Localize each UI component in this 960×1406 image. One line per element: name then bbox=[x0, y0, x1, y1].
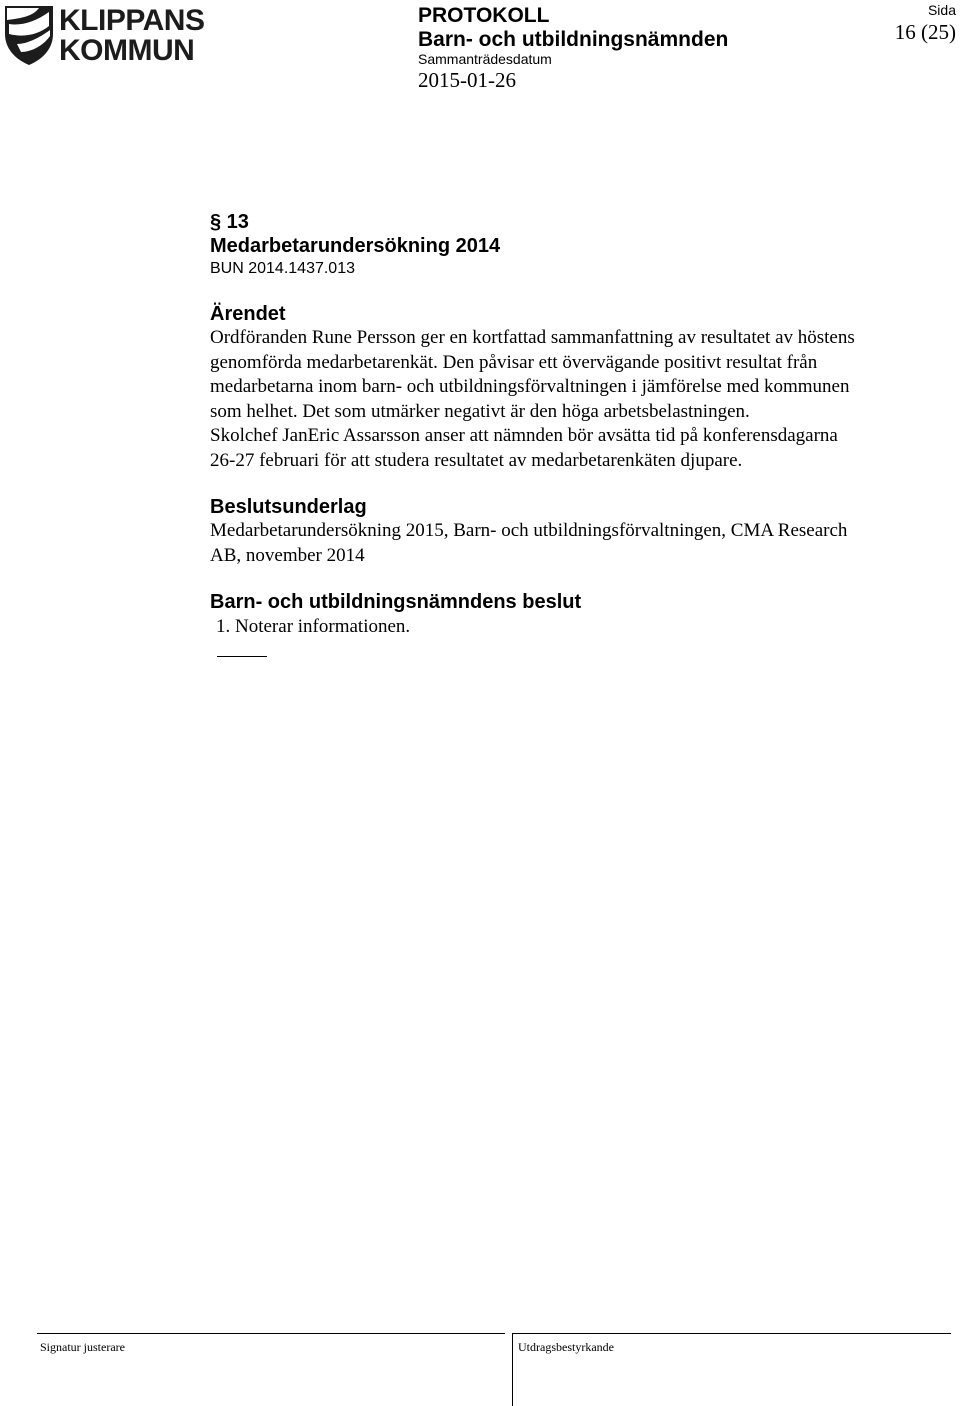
logo-line-2: KOMMUN bbox=[59, 34, 195, 67]
item-title: Medarbetarundersökning 2014 bbox=[210, 235, 501, 257]
protocol-item bbox=[210, 210, 940, 657]
board-name: Barn- och utbildningsnämnden bbox=[418, 28, 729, 51]
basis-line: AB, november 2014 bbox=[210, 544, 365, 566]
matter-line: som helhet. Det som utmärker negativt är den höga arbetsbelastningen. bbox=[210, 400, 750, 422]
matter-line: Ordföranden Rune Persson ger en kortfattad sammanfattning av resultatet av höstens bbox=[210, 327, 855, 348]
extract-label: Utdragsbestyrkande bbox=[518, 1340, 614, 1354]
matter-line: genomförda medarbetarenkät. Den påvisar ett övervägande positivt resultat från bbox=[210, 351, 818, 373]
basis-heading: Beslutsunderlag bbox=[210, 496, 367, 518]
logo-line-1: KLIPPANS bbox=[59, 4, 205, 37]
meeting-date-label: Sammanträdesdatum bbox=[418, 51, 552, 67]
document-type: PROTOKOLL bbox=[418, 4, 550, 27]
footer-rule-left bbox=[37, 1333, 505, 1334]
footer-rule-right bbox=[513, 1333, 951, 1334]
footer-divider bbox=[512, 1333, 513, 1406]
municipality-logo bbox=[3, 4, 215, 68]
page-label: Sida bbox=[927, 2, 956, 18]
diary-number: BUN 2014.1437.013 bbox=[210, 260, 355, 277]
matter-text bbox=[210, 326, 940, 473]
decision-item: 1. Noterar informationen. bbox=[216, 616, 411, 637]
page-number: 16 (25) bbox=[894, 20, 956, 44]
logo-wordmark bbox=[59, 6, 204, 66]
matter-line: medarbetarna inom barn- och utbildningsförvaltningen i jämförelse med kommunen bbox=[210, 376, 850, 397]
shield-emblem-icon bbox=[3, 4, 55, 66]
meeting-date: 2015-01-26 bbox=[418, 68, 516, 92]
matter-line: 26-27 februari för att studera resultatet av medarbetarenkäten djupare. bbox=[210, 449, 743, 471]
signature-label: Signatur justerare bbox=[40, 1340, 125, 1354]
basis-line: Medarbetarundersökning 2015, Barn- och utbildningsförvaltningen, CMA Research bbox=[210, 520, 848, 541]
matter-line: Skolchef JanEric Assarsson anser att nämnden bör avsätta tid på konferensdagarna bbox=[210, 425, 838, 446]
end-line bbox=[217, 656, 267, 657]
paragraph-number: § 13 bbox=[210, 211, 249, 233]
matter-heading: Ärendet bbox=[210, 303, 286, 325]
decision-heading: Barn- och utbildningsnämndens beslut bbox=[210, 591, 582, 613]
basis-text bbox=[210, 519, 940, 568]
